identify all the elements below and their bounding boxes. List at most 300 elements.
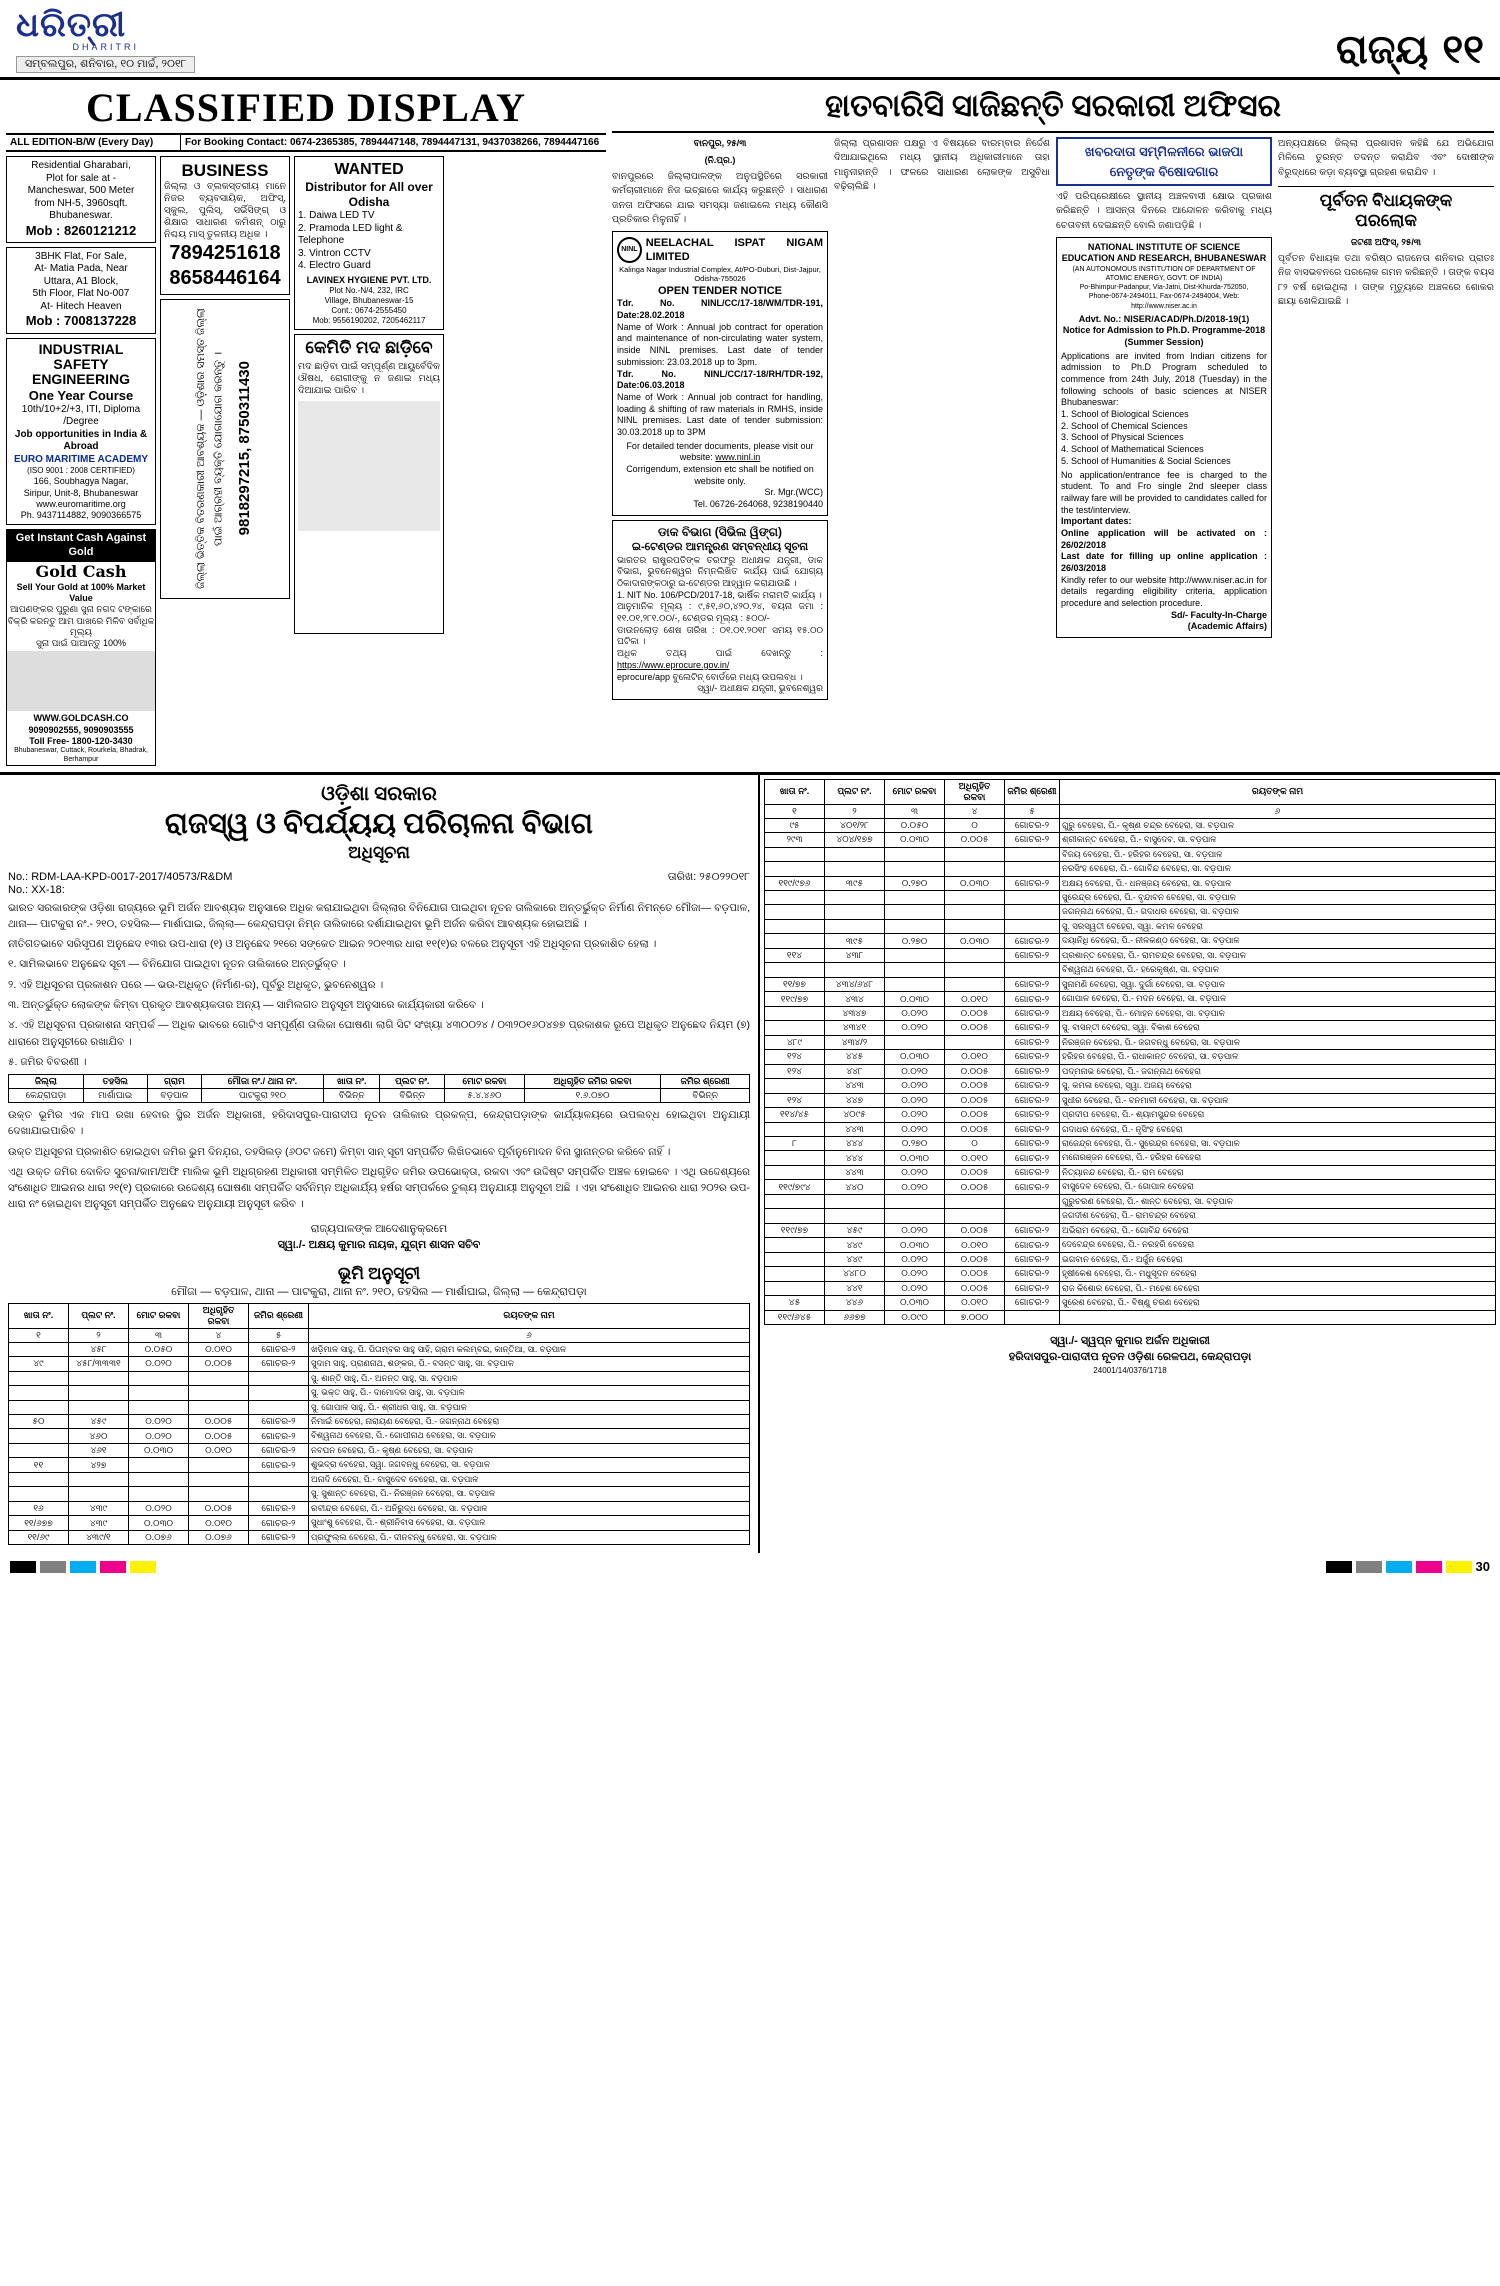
cell: ୦.୦୨୦: [885, 1122, 945, 1136]
ad-gold-toll[interactable]: Toll Free- 1800-120-3430: [29, 735, 133, 746]
cell: [885, 862, 945, 876]
cell: ଗୋଚର-୨: [249, 1415, 309, 1429]
cell: ୧୧/୬୭୭: [9, 1516, 69, 1530]
byline: ବାନପୁର, ୨୫/୩: [693, 138, 747, 148]
ad-gold-phone[interactable]: 9090902555, 9090903555: [28, 724, 134, 735]
tender-work: Name of Work : Annual job contract for handling, loading & shifting of raw materials in RMHS, inside NINL premises. Last date of tender submission: 30.03.2018 up to 3PM: [617, 391, 823, 437]
cell: [885, 948, 945, 962]
ad-phone[interactable]: 8658446164: [169, 266, 281, 289]
cell: [189, 1487, 249, 1501]
ad-phone[interactable]: 7894251618: [169, 241, 281, 264]
cell: ଗୋଚର-୨: [249, 1342, 309, 1356]
table-row: [765, 919, 1496, 933]
cell: ନବଘନ ବେହେରା, ପି.- କୃଷ୍ଣ ବେହେରା, ସା. ବଡ଼ପାଳ: [309, 1443, 750, 1457]
notice-ref-no: No.: RDM-LAA-KPD-0017-2017/40573/R&DM: [8, 870, 233, 883]
num-header: ୩: [885, 804, 945, 818]
cell: ୧୧: [9, 1458, 69, 1472]
cell: ଗୋଚର-୨: [249, 1501, 309, 1515]
cell: [825, 891, 885, 905]
table-row: [765, 1108, 1496, 1122]
niser-school: 2. School of Chemical Sciences: [1061, 420, 1188, 431]
ad-line: 5th Floor, Flat No-007: [32, 288, 130, 300]
niser-kindly: Kindly refer to our website http://www.niser.ac.in for details regarding eligibility criteria, application procedure and selection procedure.: [1061, 574, 1267, 609]
col-header: ମୋଟ ରକବା: [885, 779, 945, 804]
table-row: [9, 1357, 750, 1371]
col-header: ପ୍ଲଟ ନଂ.: [825, 779, 885, 804]
col-header: ଜମିର ଶ୍ରେଣୀ: [661, 1075, 750, 1089]
cell: ୭.୦୦୦: [945, 1310, 1005, 1324]
cell: [825, 1194, 885, 1208]
cell: ସୁଧୀର ବେହେରା, ପି.- ବନମାଳୀ ବେହେରା, ସା. ବଡ଼ପାଳ: [1060, 1093, 1496, 1107]
ad-wanted-distributor[interactable]: [294, 156, 444, 330]
notice-item: ୪. ଏହି ଅଧିସୂଚନା ପ୍ରକାଶନା ସମ୍ପର୍କ — ଅଧିକ ଭାବରେ ଗୋଟିଏ ସମ୍ପୂର୍ଣ୍ଣ ତାଲିକା ଘୋଷଣା ଲାଗି ସିଟ ସଂଖ୍ୟା ୪୩୦୦୨୪ / ୦୩୨୦୧୬୦୪୭୭ ପ୍ରକାଶକ ରୂପେ ଅଧିକୃତ ଅନୁଛେଦ ନିୟମ (୭) ଧାରାରେ ଅନୁସୂଚୀରେ ରଖାଯିବ ।: [8, 1019, 750, 1048]
cell: [765, 1267, 825, 1281]
num-header: ୪: [945, 804, 1005, 818]
cell: ଗୋଚର-୨: [1005, 1165, 1060, 1179]
niser-important: Important dates:: [1061, 516, 1132, 527]
cell: ୫୦: [9, 1415, 69, 1429]
cell: ୦.୨୭୦: [885, 934, 945, 948]
notice-signature: [8, 1221, 750, 1254]
cell: ୪୩୯: [69, 1501, 129, 1515]
col-header: ମୌଜା ନଂ./ ଥାନା ନଂ.: [202, 1075, 324, 1089]
cell: ଗୋଚର-୨: [1005, 818, 1060, 832]
table-row: [9, 1386, 750, 1400]
cell: ପାଟକୁରା ୨୧୦: [202, 1089, 324, 1103]
table-header-row: [9, 1075, 750, 1089]
cell: [945, 977, 1005, 991]
cell: ଗୋଚର-୨: [1005, 1035, 1060, 1049]
cell: [765, 1165, 825, 1179]
cell: ୫.୪.୪୬୦: [444, 1089, 524, 1103]
cell: ୦.୦୦୫: [189, 1415, 249, 1429]
cell: ୧୧୯/୭୯୪: [765, 1180, 825, 1194]
cell: ୦.୦୩୦: [885, 833, 945, 847]
tender-company: NEELACHAL ISPAT NIGAM LIMITED: [645, 237, 823, 264]
cell: ୦.୦୧୦: [189, 1342, 249, 1356]
col-header: ରୟତଙ୍କ ନାମ: [1060, 779, 1496, 804]
cell: ୪୫୮/୩୩୩୧: [69, 1357, 129, 1371]
cell: ୪୩୪୭: [825, 1006, 885, 1020]
cell: ୪୩୯/୧: [69, 1530, 129, 1544]
tender-corrigendum: Corrigendum, extension etc shall be notified on website only.: [626, 464, 814, 486]
side-paragraph: ପୂର୍ବତନ ବିଧାୟକ ତଥା ବରିଷ୍ଠ ରାଜନେତା ଶନିବାର ପ୍ରାତଃ ନିଜ ବାସଭବନରେ ପରଲୋକ ଗମନ କରିଛନ୍ତି । ତାଙ୍କ ବୟସ ୮୨ ବର୍ଷ ହୋଇଥିଲା । ତାଙ୍କ ମୃତ୍ୟୁରେ ଅଞ୍ଚଳରେ ଶୋକର ଛାୟା ଖେଳିଯାଇଛି ।: [1278, 253, 1494, 307]
classified-column: [6, 84, 606, 766]
cell: [885, 905, 945, 919]
color-swatch: [100, 1561, 126, 1573]
tender-niser[interactable]: [1056, 237, 1272, 638]
cell: ୪୩୪: [825, 992, 885, 1006]
cell: ୧୬: [9, 1501, 69, 1515]
footer-sign-1: ସ୍ୱା./- ସ୍ୱପ୍ନ କୁମାର ଅର୍ଜନ ଅଧିକାରୀ: [1050, 1334, 1210, 1347]
table-row: [765, 977, 1496, 991]
ninl-logo-icon: NINL: [617, 237, 642, 263]
cell: ଦେବେନ୍ଦ୍ର ବେହେରା, ପି.- ନରହରି ବେହେରା: [1060, 1238, 1496, 1252]
cell: ସୁ. ଗୋପାଳ ସାହୁ, ପି.- ଶ୍ରୀଧର ସାହୁ, ସା. ବଡ଼ପାଳ: [309, 1400, 750, 1414]
side-headline-1: ପୂର୍ବତନ ବିଧାୟକଙ୍କ: [1319, 190, 1453, 210]
niser-school: 1. School of Biological Sciences: [1061, 409, 1189, 420]
cell: ୪୦୯୫: [825, 1108, 885, 1122]
cell: [69, 1371, 129, 1385]
tender-address: Kalinga Nagar Industrial Complex, At/PO-Duburi, Dist-Jajpur, Odisha-755026: [619, 264, 821, 284]
ad-addr: Plot No.-N/4, 232, IRC: [329, 285, 409, 295]
notice-body-2: [8, 1107, 750, 1213]
cell: ୧୧/୬୯: [9, 1530, 69, 1544]
cell: [129, 1400, 189, 1414]
gov-header: [8, 783, 750, 863]
government-notice: [0, 772, 1500, 1554]
cell: [765, 1252, 825, 1266]
ad-flat[interactable]: [6, 247, 156, 334]
cell: [765, 1151, 825, 1165]
cell: [249, 1400, 309, 1414]
cell: [885, 847, 945, 861]
cell: ଗୋପାଳ ବେହେରା, ପି.- ମଦନ ବେହେରା, ସା. ବଡ଼ପାଳ: [1060, 992, 1496, 1006]
table-numheader-row: [765, 804, 1496, 818]
cell: ୪୩୪/୬୪୮: [825, 977, 885, 991]
table-row: [765, 1281, 1496, 1295]
tender-postal[interactable]: [612, 520, 828, 700]
cell: ଦୟାନିଧି ବେହେରା, ପି.- ନୀଳକଣ୍ଠ ବେହେରା, ସା. ବଡ଼ପାଳ: [1060, 934, 1496, 948]
cell: [69, 1472, 129, 1486]
cell: ବଡ଼ପାଳ: [147, 1089, 201, 1103]
table-row: [765, 1223, 1496, 1237]
news-banner: ଖବରଦାତା ସମ୍ମିଳନୀରେ ଭାଜପା ନେତୃଙ୍କ ବିଷୋଦଗାର: [1056, 137, 1272, 186]
ad-gold-sub: Sell Your Gold at 100% Market Value: [16, 581, 146, 604]
cell: ୦.୦୨୦: [885, 1252, 945, 1266]
tender-no: Tdr. No. NINL/CC/17-18/WM/TDR-191,: [617, 298, 823, 309]
cell: [129, 1458, 189, 1472]
table-row: [9, 1400, 750, 1414]
cell: ୦.୦୩୦: [885, 1050, 945, 1064]
cell: ଗୋଚର-୨: [1005, 1050, 1060, 1064]
ad-gold-head: Get Instant Cash Against Gold: [7, 530, 155, 562]
ad-web[interactable]: www.euromaritime.org: [36, 498, 126, 509]
cell: ୦: [945, 1136, 1005, 1150]
cell: ୦.୦୧୦: [945, 992, 1005, 1006]
postal-sign: ସ୍ୱା/- ଅଧୀକ୍ଷକ ଯନ୍ତ୍ରୀ, ଭୁବନେଶ୍ୱର: [697, 683, 823, 694]
cell: ପଦ୍ମନାଭ ବେହେରା, ପି.- ଜଗନ୍ନାଥ ବେହେରା: [1060, 1064, 1496, 1078]
cell: ୦.୦୦୫: [945, 1021, 1005, 1035]
table-row: [765, 1209, 1496, 1223]
cell: ବିଭିନ୍ନ: [380, 1089, 444, 1103]
cell: ୪୪୬: [825, 1296, 885, 1310]
cell: [765, 1281, 825, 1295]
cell: ୪୪୧: [825, 1281, 885, 1295]
news-column: [612, 84, 1494, 766]
cell: [249, 1472, 309, 1486]
cell: ୦.୦୨୦: [885, 1093, 945, 1107]
cell: [9, 1429, 69, 1443]
notice-summary-table: [8, 1074, 750, 1103]
table-row: [9, 1487, 750, 1501]
cell: [249, 1487, 309, 1501]
cell: ୦.୦୦୫: [189, 1501, 249, 1515]
col-header: ଜମିର ଶ୍ରେଣୀ: [249, 1303, 309, 1328]
cell: ଅଭିରାମ ବେହେରା, ପି.- ଗୋବିନ୍ଦ ବେହେରା: [1060, 1223, 1496, 1237]
cell: ୪୪୪: [825, 1136, 885, 1150]
table-numheader-row: [9, 1328, 750, 1342]
cell: ଜଗଦୀଶ ବେହେରା, ପି.- ରାମଚନ୍ଦ୍ର ବେହେରା: [1060, 1209, 1496, 1223]
cell: ଗୋଚର-୨: [1005, 833, 1060, 847]
cell: [825, 862, 885, 876]
classified-title: CLASSIFIED DISPLAY: [6, 84, 606, 135]
cell: ୧୨୪: [765, 1093, 825, 1107]
cell: ବିଶ୍ୱନାଥ ବେହେରା, ପି.- ହରେକୃଷ୍ଣ, ସା. ବଡ଼ପାଳ: [1060, 963, 1496, 977]
classified-subbar: [6, 135, 606, 152]
postal-url[interactable]: https://www.eprocure.gov.in/: [617, 659, 730, 670]
logo-block: [16, 5, 195, 73]
col-header: ଖାତା ନଂ.: [323, 1075, 380, 1089]
cell: [885, 963, 945, 977]
cell: ୦.୦୦୫: [945, 1064, 1005, 1078]
cell: ୦.୦୨୦: [885, 1108, 945, 1122]
cell: ୦.୦୩୦: [885, 1296, 945, 1310]
cell: ୪୩୪୧: [825, 1021, 885, 1035]
col-header: ରୟତଙ୍କ ନାମ: [309, 1303, 750, 1328]
ad-gold-web[interactable]: WWW.GOLDCASH.CO: [33, 713, 129, 724]
table-row: [765, 1093, 1496, 1107]
ad-gold-image: [7, 651, 155, 711]
cell: ଗୋଚର-୨: [1005, 1281, 1060, 1295]
col-header: ମୋଟ ରକବା: [129, 1303, 189, 1328]
cell: ୪୩୯: [69, 1516, 129, 1530]
cell: [945, 963, 1005, 977]
col-header: ଅଧିଗୃହିତ ରକବା: [945, 779, 1005, 804]
ad-line: Plot for sale at -: [45, 172, 117, 184]
news-body: [612, 137, 1494, 700]
col-header: ପ୍ଲଟ ନଂ.: [380, 1075, 444, 1089]
cell: [1005, 1209, 1060, 1223]
cell: ମାର୍ଶାଘାଇ: [83, 1089, 147, 1103]
postal-dates: ଡାଉନଲୋଡ଼ ଶେଷ ତାରିଖ : ୦୧.୦୧.୨୦୧୮ ସମୟ ୧୫.୦୦ ଘଟିକା ।: [617, 624, 823, 647]
cell: ୦.୦୩୦: [945, 934, 1005, 948]
job-number: 24001/14/0376/1718: [1093, 1365, 1167, 1375]
news-paragraph: ବାନପୁରରେ ଜିଲ୍ଲାପାଳଙ୍କ ଅନୁପସ୍ଥିତିରେ ସରକାରୀ କର୍ମଚାରୀମାନେ ନିଜ ଇଚ୍ଛାରେ କାର୍ଯ୍ୟ କରୁଛନ୍ତି । ସାଧାରଣ ଜନତା ଅଫିସରେ ଯାଇ ସମସ୍ୟା ଜଣାଇଲେ ମଧ୍ୟ କୌଣସି ପ୍ରତିକାର ମିଳୁନାହିଁ ।: [612, 171, 828, 225]
ad-line: Mancheswar, 500 Meter: [27, 185, 135, 196]
ad-line: At- Matia Pada, Near: [34, 263, 128, 275]
cell: [69, 1400, 129, 1414]
color-swatch: [1326, 1561, 1352, 1573]
cell: [945, 919, 1005, 933]
cell: ୦.୦୧୦: [189, 1516, 249, 1530]
ad-gharabari[interactable]: [6, 156, 156, 243]
table-row: [765, 1267, 1496, 1281]
cell: ୪୩୮: [825, 948, 885, 962]
niser-sign-2: (Academic Affairs): [1187, 621, 1267, 632]
cell: [9, 1342, 69, 1356]
cell: ଗୋଚର-୨: [1005, 1064, 1060, 1078]
ads-column-3: [294, 156, 444, 766]
cell: ୦.୦୦୫: [945, 1223, 1005, 1237]
color-swatch: [70, 1561, 96, 1573]
cell: ୧.୬.୦୭୦: [524, 1089, 660, 1103]
cell: ୧୧/୭୭: [765, 977, 825, 991]
cell: ଗୋଚର-୨: [1005, 977, 1060, 991]
ad-gold-odia: ଆପଣଙ୍କର ପୁରୁଣା ସୁନା ନଗଦ ଟଙ୍କାରେ: [10, 604, 152, 615]
postal-url-2: eprocure/app ବୁଲେଟିନ୍ ବୋର୍ଡରେ ମଧ୍ୟ ଉପଲବ୍ଧ ।: [617, 671, 803, 682]
news-col-1: [612, 137, 828, 700]
cell: ଗୋଚର-୨: [1005, 934, 1060, 948]
cell: [885, 919, 945, 933]
news-col-3: [1056, 137, 1272, 700]
cell: ୦.୦୨୦: [885, 1064, 945, 1078]
notice-para-2: ନୀତିଗତଭାବେ ସରିସୃପଣ ଅନୁଛେଦ ୧୩ର ଉପ-ଧାରା (୧) ଓ ଅନୁଛେଦ ୨୧ରେ ସଙ୍କେତ ଆଇନ ୨୦୧୩ର ଧାରା ୧୧(୧)ର ବଳରେ ଅନୁସୂଚୀ ଏହି ଅଧିସୂଚନା ପ୍ରକାଶିତ ହେଲା ।: [8, 938, 657, 951]
cell: [1005, 891, 1060, 905]
page-head: ରାଜ୍ୟ ୧୧: [1335, 26, 1484, 73]
cell: [765, 1209, 825, 1223]
niser-body: Applications are invited from Indian citizens for admission to Ph.D Program scheduled to commence from 24th July, 2018 (Tuesday) in the following schools of basic sciences at NISER Bhubaneswar:: [1061, 350, 1267, 408]
cell: [69, 1386, 129, 1400]
ad-industrial-safety[interactable]: [6, 338, 156, 526]
notice-left: [0, 775, 760, 1554]
side-byline: ଜଟଣୀ ଅଫିସ୍, ୨୫/୩: [1350, 236, 1421, 247]
ad-body: ଜିଲ୍ଲା ଓ ବ୍ଲକସ୍ତରୀୟ ମାନେ ନିଜର ବ୍ୟବସାୟିକ, ଅଫିସ୍, ସ୍କୁଲ, ପୁଲିସ୍, ସର୍ଭିସିଙ୍ଗ୍ ଓ ଶିକ୍ଷାର ସାଧାରଣ କମିଶନ୍ ଠାରୁ ନିଶ୍ଚୟ ମାସ୍ ତୁଳନୀୟ ଅଧିକ ।: [164, 181, 286, 240]
table-header-row: [765, 779, 1496, 804]
cell: ୦.୦୦୫: [945, 1165, 1005, 1179]
cell: ହରିହର ବେହେରା, ପି.- ରାଧାକାନ୍ତ ବେହେରା, ସା. ବଡ଼ପାଳ: [1060, 1050, 1496, 1064]
cell: ୪୪୦: [825, 1180, 885, 1194]
cell: ୪୫୯: [825, 1223, 885, 1237]
table-row: [765, 992, 1496, 1006]
ad-item: 1. Daiwa LED TV: [298, 210, 375, 221]
cell: ଗୁରୁ ବେହେରା, ପି.- କୃଷ୍ଣ ଚନ୍ଦ୍ର ବେହେରା, ସା. ବଡ଼ପାଳ: [1060, 818, 1496, 832]
cell: ୦.୦୫୦: [129, 1342, 189, 1356]
cell: ଗୋଚର-୨: [1005, 1122, 1060, 1136]
newspaper-logo: ଧରିତ୍ରୀ: [16, 5, 127, 45]
cell: [765, 847, 825, 861]
sign-name: ସ୍ୱା./- ଅକ୍ଷୟ କୁମାର ନାୟକ, ଯୁଗ୍ମ ଶାସନ ସଚିବ: [277, 1239, 481, 1252]
cell: [1005, 919, 1060, 933]
postal-nit: 1. NIT No. 106/PCD/2017-18, ଭାର୍ଷିକ ମରାମତି କାର୍ଯ୍ୟ ।: [617, 589, 822, 600]
cell: ୪୪୪: [825, 1151, 885, 1165]
table-row: [9, 1371, 750, 1385]
cell: ସୁ. ଶାନ୍ତି ସାହୁ, ପି.- ଅନନ୍ତ ସାହୁ, ସା. ବଡ଼ପାଳ: [309, 1371, 750, 1385]
cell: ବିଭିନ୍ନ: [323, 1089, 380, 1103]
cell: ଗୋଚର-୨: [1005, 1180, 1060, 1194]
cell: ୪୦୪/୧୭୭: [825, 833, 885, 847]
ad-line: Uttara, A1 Block,: [43, 275, 119, 287]
ad-liquor-deaddiction[interactable]: [294, 334, 444, 634]
cell: ୦.୦୨୦: [885, 1021, 945, 1035]
ad-addr: Siripur, Unit-8, Bhubaneswar: [23, 487, 139, 498]
tender-ninl[interactable]: [612, 231, 828, 516]
cell: ୦.୦୦୫: [945, 833, 1005, 847]
ad-phone[interactable]: Mob : 7008137228: [25, 313, 137, 329]
land-table-left-body: [9, 1342, 750, 1545]
table-row: [765, 1079, 1496, 1093]
cell: ପ୍ରଦୀପ ବେହେରା, ପି.- ଶ୍ୟାମସୁନ୍ଦର ବେହେରା: [1060, 1108, 1496, 1122]
cell: ୧୧୪: [765, 948, 825, 962]
cell: ୪୨୭: [69, 1458, 129, 1472]
cell: ୦.୦୩୦: [945, 876, 1005, 890]
cell: ବିଭିନ୍ନ: [661, 1089, 750, 1103]
cell: ୦.୦୦୫: [945, 1079, 1005, 1093]
ad-business[interactable]: [160, 156, 290, 295]
notice-para-1: ଭାରତ ସରକାରଙ୍କ ଓଡ଼ିଶା ରାଜ୍ୟରେ ଭୂମି ଅର୍ଜନ ଆବଶ୍ୟକ ଅନୁସାରେ ଅଧିକ କରାଯାଇଥିବା ଜିଲ୍ଲାର ବିନିଯୋଗ ପାଇଥିବା ନୂତନ ତାଲିକାରେ ଅନ୍ତର୍ଭୁକ୍ତ ନିର୍ମାଣ ନିମନ୍ତେ ମୌଜା— ବଡ଼ପାଳ, ଥାନା— ପାଟକୁରା ନଂ.- ୨୧୦, ତହସିଲ— ମାର୍ଶାଘାଇ, ଜିଲ୍ଲା— କେନ୍ଦ୍ରାପଡ଼ା ନିମ୍ନ ତାଲିକାରେ ଦର୍ଶାଯାଇଥିବା ଭୂମି ଅର୍ଜନ କରିବା ଆବଶ୍ୟକ ହୋଇଅଛି ।: [8, 901, 750, 930]
cell: ଗୋଚର-୨: [249, 1429, 309, 1443]
cell: [129, 1371, 189, 1385]
tender-url[interactable]: www.ninl.in: [715, 452, 761, 463]
cell: [765, 905, 825, 919]
cell: [249, 1371, 309, 1385]
newspaper-logo-sub: DHARITRI: [72, 42, 139, 52]
cell: [945, 948, 1005, 962]
cell: [9, 1371, 69, 1385]
cell: [1005, 862, 1060, 876]
cell: ଗୋଚର-୨: [1005, 1296, 1060, 1310]
cell: ୦.୦୩୦: [129, 1443, 189, 1457]
tender-footnote: For detailed tender documents, please visit our website:: [626, 440, 814, 463]
notice-ref-row: [8, 871, 750, 884]
cell: ୦.୦୦୫: [189, 1429, 249, 1443]
ad-gold-odia: ସୁନା ପାଇଁ ପାଆନ୍ତୁ 100%: [35, 638, 126, 649]
num-header: ୬: [309, 1328, 750, 1342]
gov-line-3: ଅଧିସୂଚନା: [348, 842, 410, 862]
ad-vertical-distributor[interactable]: [160, 299, 290, 599]
cell: [765, 934, 825, 948]
cell: ୪୫୮: [69, 1342, 129, 1356]
notice-body: [8, 900, 750, 1070]
notice-para-5: ଏଥି ଉକ୍ତ ଜମିର ଦୋଳିତ ସୁଚନା/କାମ/ଅଫି ମାଲିକ ଭୂମି ଅଧିଗ୍ରହଣ ଅଧିକାରୀ ସମ୍ମିଳିତ ଅଧିଗୃହିତ ଜମିର ଉପଭୋକ୍ତା, ରକବା ଏବଂ ଉଦ୍ଦିଷ୍ଟ ସମ୍ପର୍କିତ ଅଞ୍ଚଳ ହୋଇବେ । ଏଥି ଉଦ୍ଦେଶ୍ୟରେ ସଂଶୋଧିତ ଆଇନର ଧାରା ୨୧(୧) ପ୍ରକାରେ ଉଦ୍ଦେଶ୍ୟ ଘୋଷଣା ସମ୍ପର୍କିତ ସର୍ବନିମ୍ନ ଅଧିକାର୍ଯ୍ୟ ହର୍ଷର ସମ୍ପର୍କରେ ତୁଲ୍ୟ ଅନୁଯାୟୀ ଅନୁସୂଚୀ ଅଛି । ଏହା ସଂଶୋଧିତ ଆଇନର ଧାରା ୨୦୨ର ଉପ-ଧାରା ନଂ ହୋଇଥିବା ଅନୁସୂଚୀ ସମ୍ପର୍କିତ ଅନୁଛେଦ ଅନୁଯାୟୀ ଅନୁସୂଚୀ କରିବ ।: [8, 1165, 751, 1211]
cell: ସୁ. ସୁଶାନ୍ତ ବେହେରା, ପି.- ନିରଞ୍ଜନ ବେହେରା, ସା. ବଡ଼ପାଳ: [309, 1487, 750, 1501]
cell: ୦.୦୧୦: [189, 1443, 249, 1457]
ad-vertical-phone[interactable]: 9818297215, 8750311430: [235, 361, 253, 536]
ad-mobile[interactable]: Mob: 9556190202, 7205462117: [312, 315, 426, 325]
col-header: ତହସିଲ: [83, 1075, 147, 1089]
ad-title: INDUSTRIAL SAFETY ENGINEERING: [31, 340, 130, 388]
cell: ନରସିଂହ ବେହେରା, ପି.- ଗୋବିନ୍ଦ ବେହେରା, ସା. ବଡ଼ପାଳ: [1060, 862, 1496, 876]
page-number: 30: [1475, 1559, 1490, 1575]
col-header: ଜିଲ୍ଲା: [9, 1075, 84, 1089]
ad-line: Bhubaneswar.: [49, 210, 113, 221]
tender-work: Name of Work : Annual job contract for operation and maintenance of non-circulating water system, inside NINL premises. Last date of tender submission: 23.03.2018 up to 3pm.: [617, 321, 823, 367]
color-swatch: [130, 1561, 156, 1573]
classified-booking: For Booking Contact: 0674-2365385, 7894447148, 7894447131, 9437038266, 7894447166: [185, 137, 600, 148]
ad-line: At- Hitech Heaven: [40, 300, 122, 312]
ad-title: WANTED: [334, 161, 404, 178]
cell: [885, 977, 945, 991]
color-swatch: [40, 1561, 66, 1573]
table-header-row: [9, 1303, 750, 1328]
ad-contact[interactable]: Cont.: 0674-2555450: [331, 305, 407, 315]
cell: ୦.୦୦୫: [945, 1180, 1005, 1194]
side-headline-2: ପରଲୋକ: [1355, 211, 1417, 231]
cell: ୦.୦୯୦: [885, 1310, 945, 1324]
cell: ସୁରେଶ ବେହେରା, ପି.- ବିଷ୍ଣୁ ଚରଣ ବେହେରା: [1060, 1296, 1496, 1310]
cell: ବିଜୟ ବେହେରା, ପି.- ହରିହର ବେହେରା, ସା. ବଡ଼ପାଳ: [1060, 847, 1496, 861]
cell: ୦.୦୨୦: [129, 1429, 189, 1443]
table-row: [765, 1165, 1496, 1179]
cell: ହୃଷୀକେଶ ବେହେରା, ପି.- ମଧୁସୂଦନ ବେହେରା: [1060, 1267, 1496, 1281]
cell: [129, 1386, 189, 1400]
cell: [9, 1472, 69, 1486]
ad-phone[interactable]: Ph. 9437114882, 9090366575: [20, 510, 142, 521]
ad-phone[interactable]: Mob : 8260121212: [25, 222, 137, 238]
cell: [189, 1472, 249, 1486]
cell: ନିତ୍ୟାନନ୍ଦ ବେହେରା, ପି.- ରାମ ବେହେରା: [1060, 1165, 1496, 1179]
niser-date-2: Last date for filling up online application : 26/03/2018: [1061, 551, 1267, 574]
cell: ୦.୦୩୦: [129, 1516, 189, 1530]
cell: ୦: [945, 818, 1005, 832]
col-header: ମୋଟ ରକବା: [444, 1075, 524, 1089]
gov-line-1: ଓଡ଼ିଶା ସରକାର: [321, 782, 437, 805]
ad-subtitle: Distributor for All over Odisha: [305, 180, 433, 209]
ad-goldcash[interactable]: [6, 529, 156, 765]
tender-date: Date:06.03.2018: [617, 380, 685, 391]
table-row: [9, 1429, 750, 1443]
cell: ଶୁଭଦ୍ରା ବେହେରା, ସ୍ୱା. ଜଗବନ୍ଧୁ ବେହେରା, ସା. ବଡ଼ପାଳ: [309, 1458, 750, 1472]
